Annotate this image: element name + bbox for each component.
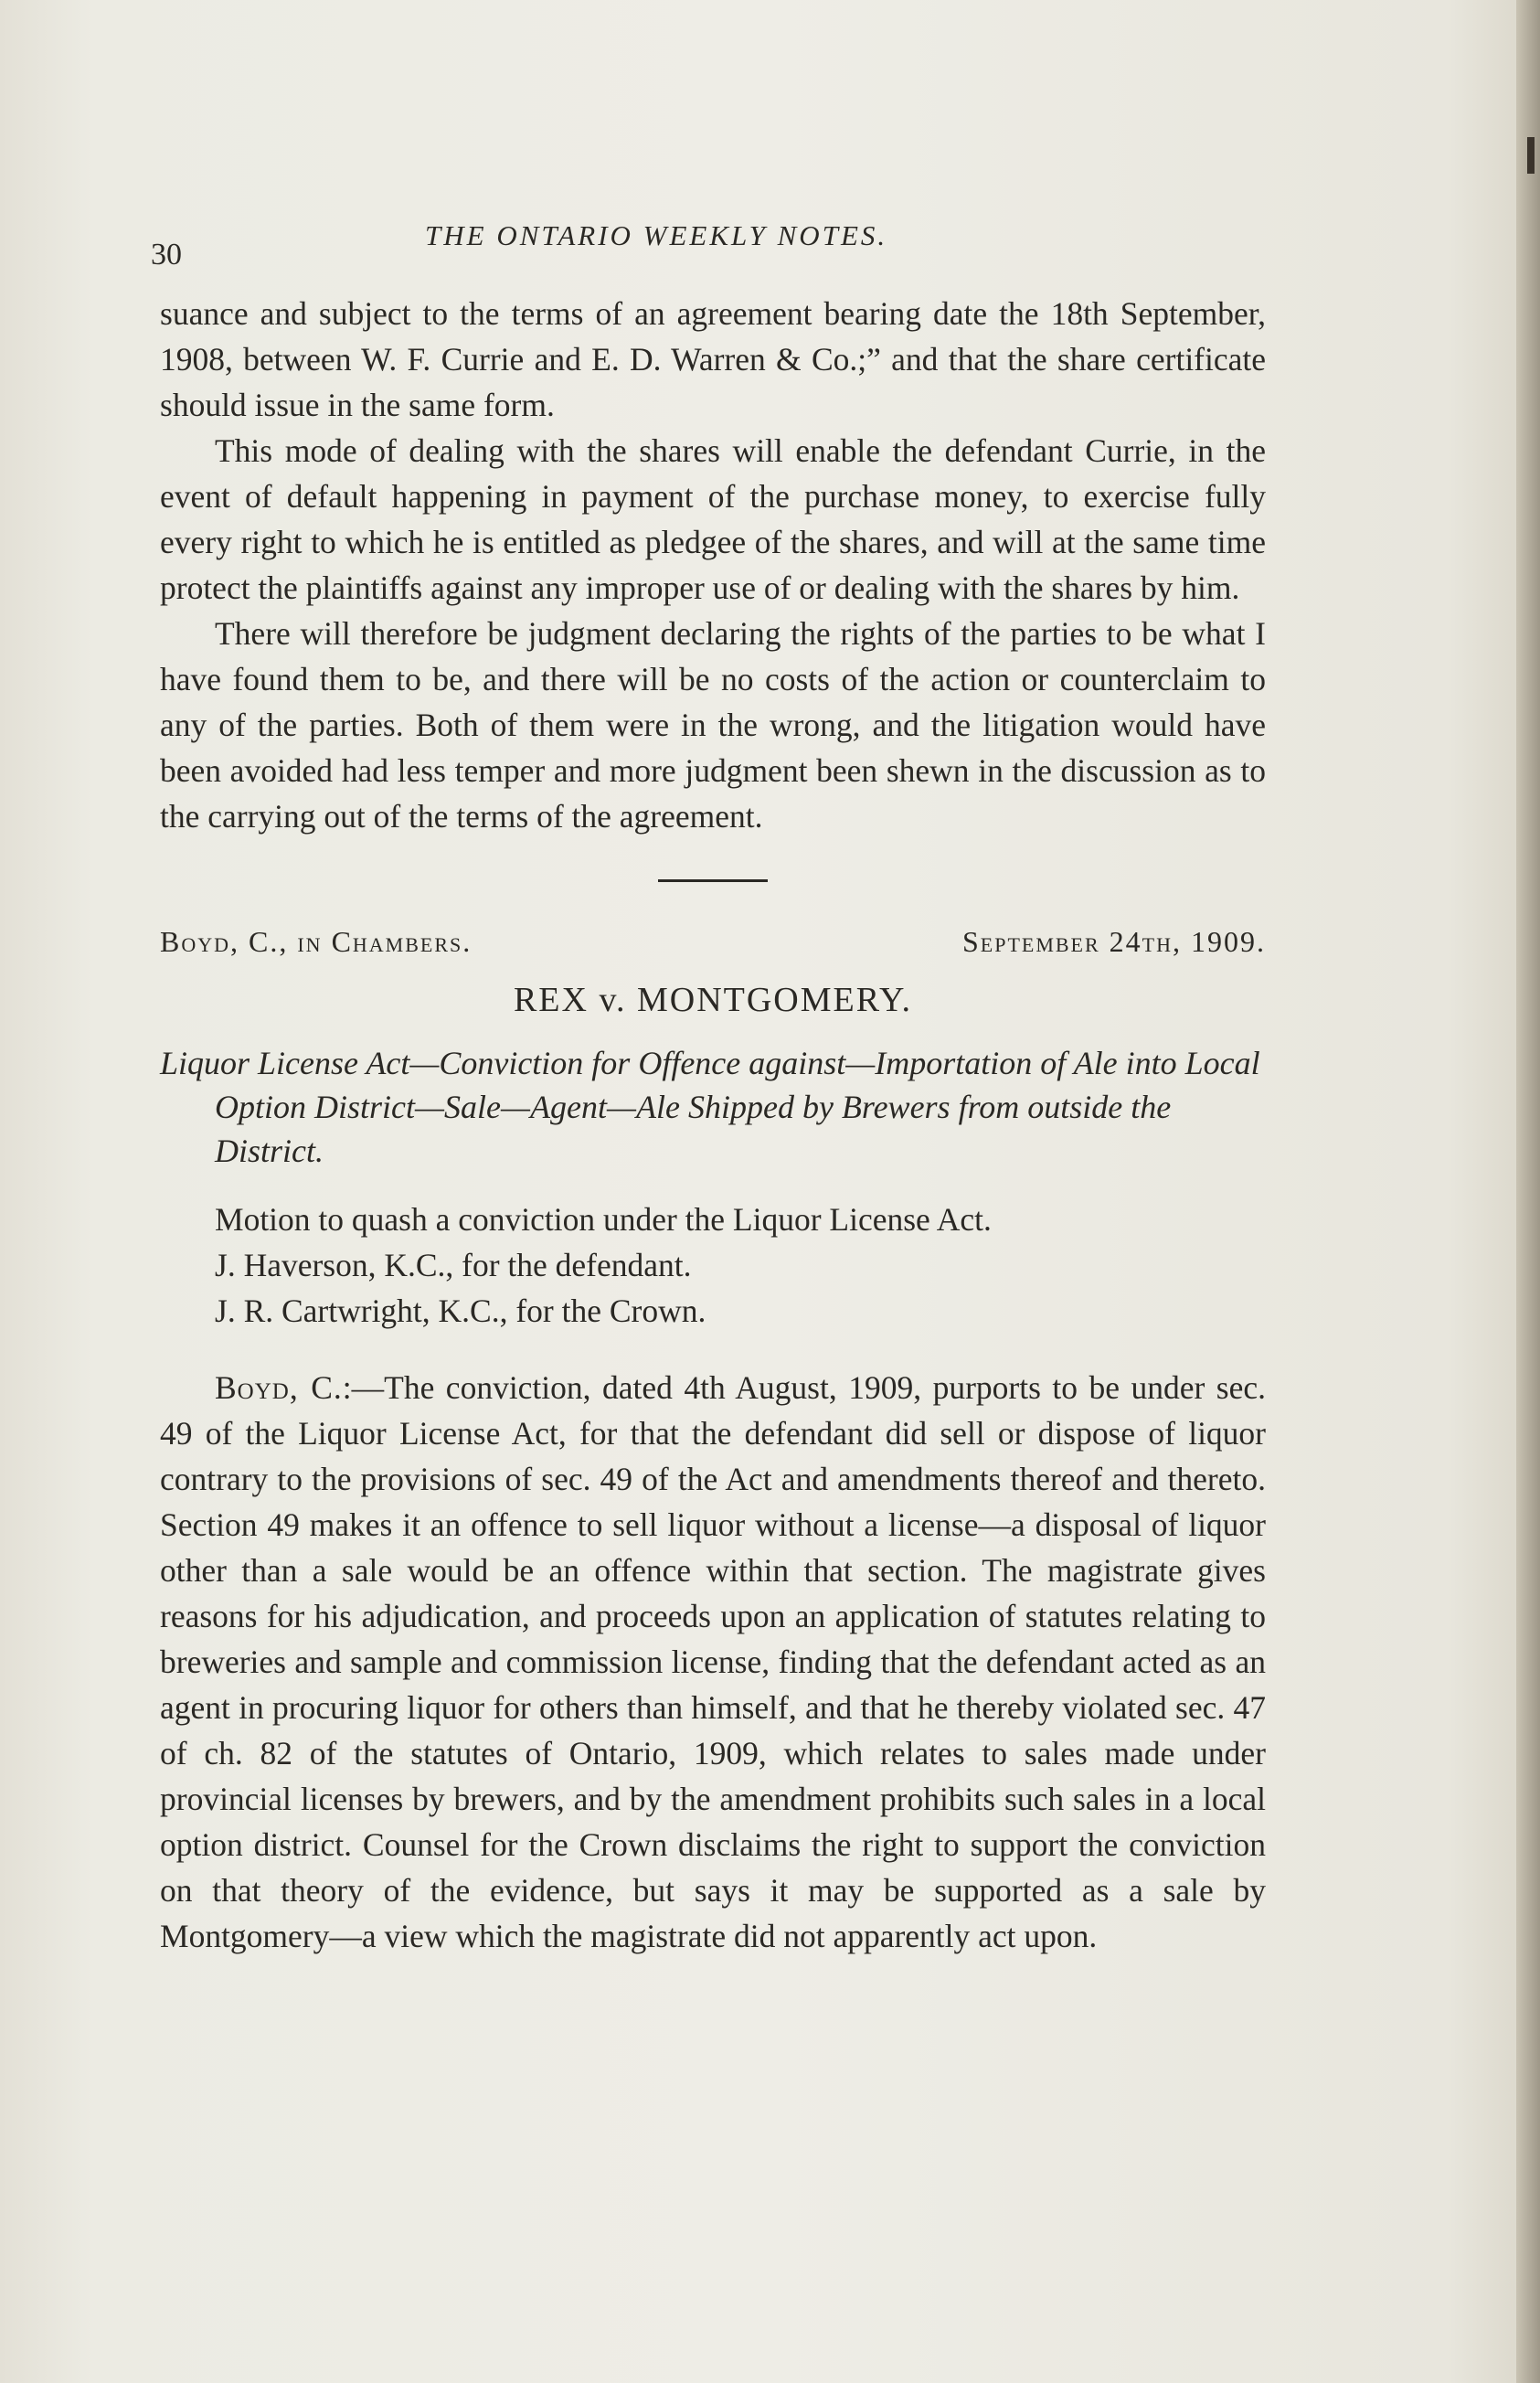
- section-divider: [658, 879, 768, 882]
- counsel-defendant: J. Haverson, K.C., for the defendant.: [215, 1247, 692, 1283]
- running-head: [151, 212, 1266, 271]
- body-text: [160, 291, 1266, 1959]
- headnote: Liquor License Act—Conviction for Offence against—Importation of Ale into Local Option District—Sale—Agent—Ale Shipped by Brewers from outside the District.: [160, 1045, 1260, 1169]
- court-line: [160, 919, 1266, 964]
- court-name: Boyd, C., in Chambers.: [160, 925, 473, 958]
- page-edge-mark: [1527, 137, 1535, 174]
- decision-date: September 24th, 1909.: [961, 925, 1266, 958]
- running-title: THE ONTARIO WEEKLY NOTES.: [425, 219, 888, 251]
- page-number: 30: [151, 238, 182, 271]
- paragraph: There will therefore be judgment declaring the rights of the parties to be what I have found them to be, and there will be no costs of the action or counterclaim to any of the parties. Both of them were in the wrong, and the litigation would have been avoided had less temper and more judgment been shewn in the discussion as to the carrying out of the terms of the agreement.: [160, 615, 1266, 835]
- page-edge: [1516, 0, 1540, 2383]
- counsel-crown: J. R. Cartwright, K.C., for the Crown.: [215, 1293, 706, 1329]
- judgment-speaker: Boyd, C.: [215, 1369, 343, 1406]
- judgment-text: :—The conviction, dated 4th August, 1909, purports to be under sec. 49 of the Liquor License Act, for that the defendant did sell or dispose of liquor contrary to the provisions of sec. 49 of the Act and amendments thereof and thereto. Section 49 makes it an offence to sell liquor without a license—a disposal of liquor other than a sale would be an offence within that section. The magistrate gives reasons for his adjudication, and proceeds upon an application of statutes relating to breweries and sample and commission license, finding that the defendant acted as an agent in procuring liquor for others than himself, and that he thereby violated sec. 47 of ch. 82 of the statutes of Ontario, 1909, which relates to sales made under provincial licenses by brewers, and by the amendment prohibits such sales in a local option district. Counsel for the Crown disclaims the right to support the conviction on that theory of the evidence, but says it may be supported as a sale by Montgomery—a view which the magistrate did not apparently act upon.: [160, 1369, 1266, 1954]
- spacer: [160, 1334, 1266, 1365]
- paragraph-continuation: suance and subject to the terms of an agreement bearing date the 18th September, 1908, between W. F. Currie and E. D. Warren & Co.;” and that the share certificate should issue in the same form.: [160, 295, 1266, 423]
- judgment-paragraph: [160, 1365, 1266, 1959]
- case-title: REX v. MONTGOMERY.: [513, 981, 913, 1019]
- paragraph: This mode of dealing with the shares will enable the defendant Currie, in the event of default happening in payment of the purchase money, to exercise fully every right to which he is entitled as pledgee of the shares, and will at the same time protect the plaintiffs against any improper use of or dealing with the shares by him.: [160, 432, 1266, 606]
- motion-text: Motion to quash a conviction under the Liquor License Act.: [215, 1201, 992, 1238]
